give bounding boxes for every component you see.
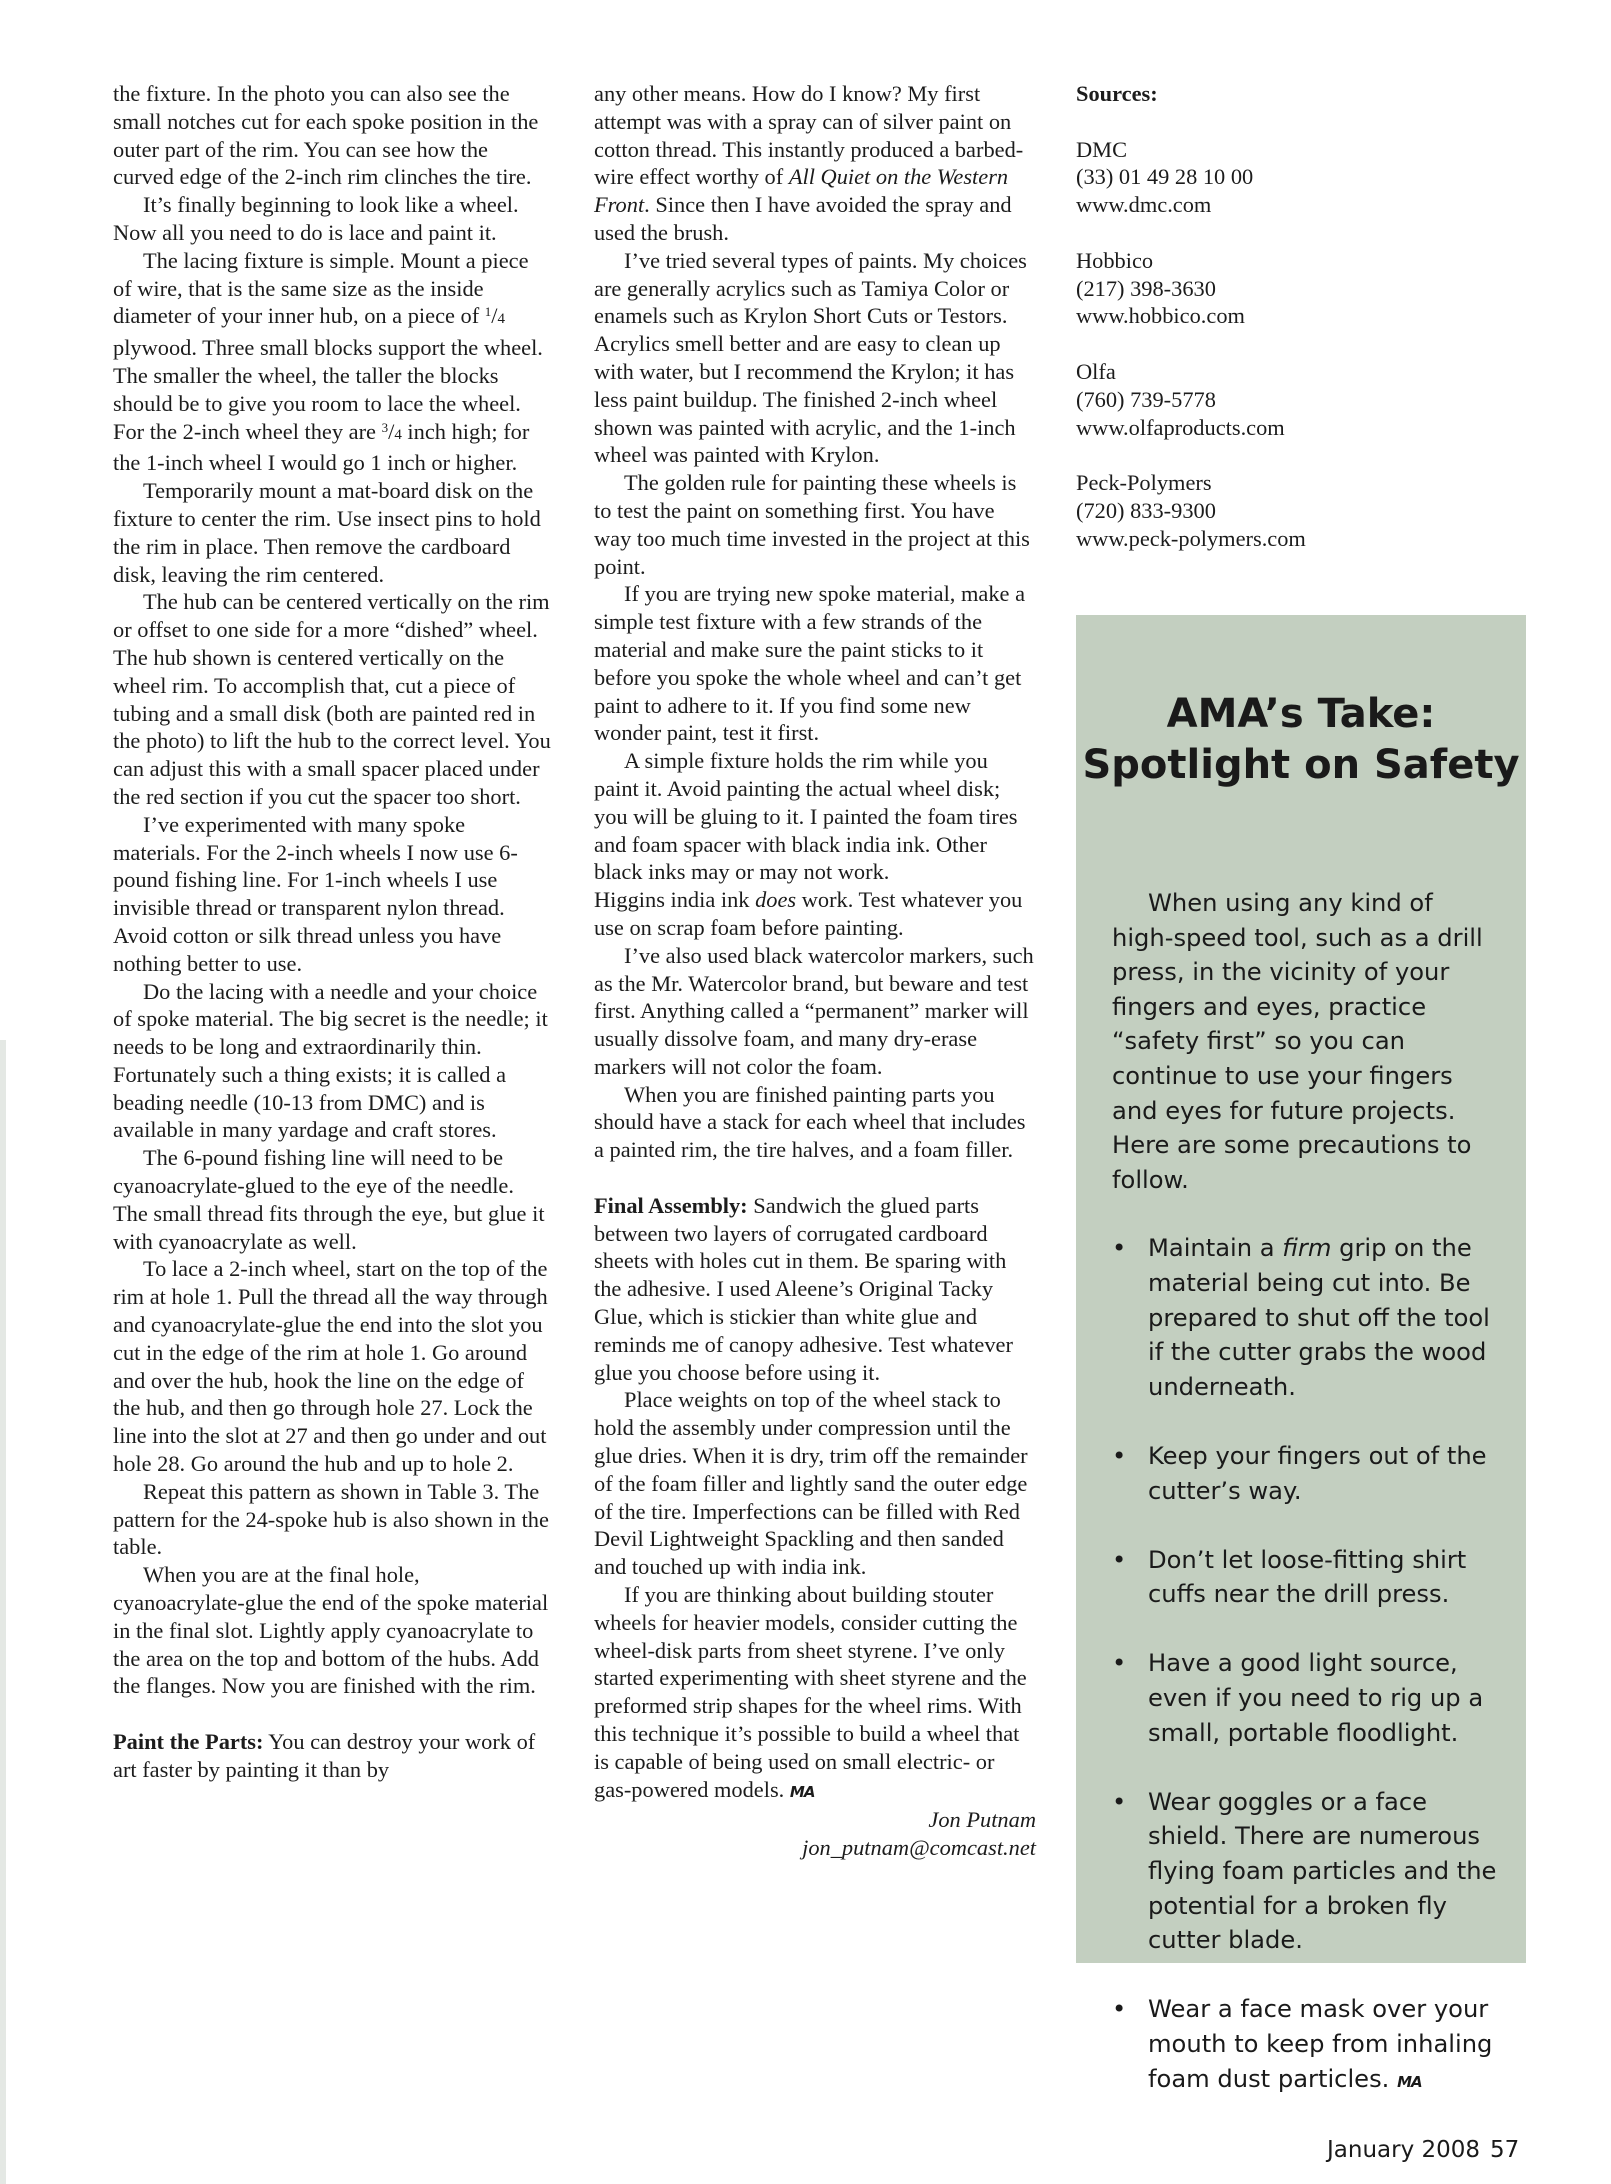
safety-bullet xyxy=(1112,1439,1500,1508)
paragraph-text: Higgins india ink xyxy=(594,887,756,913)
paragraph-text: Sandwich the glued parts between two layers of corrugated cardboard sheets with holes cut in them. Be sparing with the adhesive. I used Aleene’s Original Tacky Glue, which is stickier than white glue and reminds me of canopy adhesive. Test whatever glue you choose before using it. xyxy=(594,1192,1013,1385)
italic-text: All Quiet on the Western Front xyxy=(594,164,1009,218)
paragraph xyxy=(113,80,551,191)
sidebar-title-line-1: AMA’s Take: xyxy=(1166,691,1436,737)
source-name: Olfa xyxy=(1076,358,1116,384)
paragraph-text: When you are finished painting parts you should have a stack for each wheel that includes a painted rim, the tire halves, and a foam filler. xyxy=(594,1081,1026,1163)
bullet-text: Have a good light source, even if you need to rig up a small, portable floodlight. xyxy=(1148,1649,1484,1747)
paragraph-text: If you are trying new spoke material, make a simple test fixture with a few strands of the material and make sure the paint sticks to it before you spoke the whole wheel and can’t get paint to adhere to it. If you find some new wonder paint, test it first. xyxy=(594,581,1026,746)
paragraph-text: any other means. How do I know? My first attempt was with a spray can of silver paint on cotton thread. This instantly produced a barbed-wire effect worthy of xyxy=(594,81,1024,190)
paragraph xyxy=(113,477,551,588)
bullet-text: Wear a face mask over your mouth to keep from inhaling foam dust particles. xyxy=(1148,1995,1493,2093)
safety-bullet xyxy=(1112,1543,1500,1612)
paragraph xyxy=(594,580,1036,747)
paragraph-text: I’ve also used black watercolor markers, such as the Mr. Watercolor brand, but beware and test first. Anything called a “permanent” marker will usually dissolve foam, and many dry-erase markers will not color the foam. xyxy=(594,942,1034,1079)
italic-text: does xyxy=(755,887,797,913)
paragraph xyxy=(113,1144,551,1255)
source-phone: (760) 739-5778 xyxy=(1076,386,1216,412)
paragraph xyxy=(594,886,1036,942)
bullet-text: Keep your fingers out of the cutter’s way. xyxy=(1148,1441,1487,1505)
paragraph-text: Temporarily mount a mat-board disk on the fixture to center the rim. Use insect pins to hold the rim in place. Then remove the cardboard disk, leaving the rim centered. xyxy=(113,478,541,587)
source-name: Peck-Polymers xyxy=(1076,470,1212,496)
paragraph xyxy=(594,747,1036,886)
bullet-text: grip on the material being cut into. Be prepared to shut off the tool if the cutter grabs the wood underneath. xyxy=(1148,1234,1490,1401)
paragraph xyxy=(594,1581,1036,1806)
fraction-denominator: 4 xyxy=(394,426,402,443)
page-number: 57 xyxy=(1490,2137,1520,2163)
source-web: www.hobbico.com xyxy=(1076,303,1245,329)
source-entry xyxy=(1076,247,1416,330)
sources-title: Sources: xyxy=(1076,81,1158,106)
author-email: jon_putnam@comcast.net xyxy=(802,1835,1036,1861)
paragraph-text: plywood. Three small blocks support the wheel. The smaller the wheel, the taller the blocks should be to give you room to lace the wheel. For the 2-inch wheel they are xyxy=(113,335,543,444)
source-phone: (217) 398-3630 xyxy=(1076,275,1216,301)
paragraph-text: A simple fixture holds the rim while you paint it. Avoid painting the actual wheel disk; you will be gluing to it. I painted the foam tires and foam spacer with black india ink. Other black inks may or may not work. xyxy=(594,748,1018,885)
sidebar-intro: When using any kind of high-speed tool, such as a drill press, in the vicinity of your fingers and eyes, practice “safety first” so you can continue to use your fingers and eyes for future projects. Here are some precautions to follow. xyxy=(1112,889,1483,1194)
paragraph xyxy=(594,1081,1036,1164)
paragraph-text: If you are thinking about building stouter wheels for heavier models, consider cutting the wheel-disk parts from sheet styrene. I’ve only started experimenting with sheet styrene and the preformed strip shapes for the wheel rims. With this technique it’s possible to build a wheel that is capable of being used on small electric- or gas-powered models. xyxy=(594,1582,1027,1802)
paragraph-text: Place weights on top of the wheel stack to hold the assembly under compression until the glue dries. When it is dry, trim off the remainder of the foam filler and lightly sand the outer edge of the tire. Imperfections can be filled with Red Devil Lightweight Spackling and then sanded and touched up with india ink. xyxy=(594,1387,1028,1580)
paragraph-text: The golden rule for painting these wheels is to test the paint on something first. You have way too much time invested in the project at this point. xyxy=(594,470,1030,579)
paragraph-text: I’ve tried several types of paints. My choices are generally acrylics such as Tamiya Color or enamels such as Krylon Short Cuts or Testors. Acrylics smell better and are easy to clean up with water, but I recommend the Krylon; it has less paint buildup. The finished 2-inch wheel shown was painted with acrylic, and the 1-inch wheel was painted with Krylon. xyxy=(594,247,1027,468)
paragraph-text: When you are at the final hole, cyanoacrylate-glue the end of the spoke material in the final slot. Lightly apply cyanoacrylate to the area on the top and bottom of the hubs. Add the flanges. Now you are finished with the rim. xyxy=(113,1562,549,1699)
paragraph-text: The 6-pound fishing line will need to be cyanoacrylate-glued to the eye of the needle. The small thread fits through the eye, but glue it with cyanoacrylate as well. xyxy=(113,1145,545,1254)
paragraph xyxy=(594,942,1036,1081)
paragraph xyxy=(594,1192,1036,1387)
paragraph xyxy=(113,1478,551,1561)
bullet-text: Maintain a xyxy=(1148,1234,1283,1263)
paragraph xyxy=(113,978,551,1145)
source-entry xyxy=(1076,358,1416,441)
paragraph-text: Repeat this pattern as shown in Table 3. The pattern for the 24-spoke hub is also shown in the table. xyxy=(113,1478,549,1560)
paragraph-text: inch high; for the 1-inch wheel I would go 1 inch or higher. xyxy=(113,418,530,476)
source-phone: (33) 01 49 28 10 00 xyxy=(1076,164,1254,190)
author-name: Jon Putnam xyxy=(928,1807,1036,1833)
paragraph-text: work. Test whatever you use on scrap foam before painting. xyxy=(594,887,1023,940)
page-edge-rule xyxy=(0,1040,6,2184)
paragraph xyxy=(113,191,551,247)
issue-date: January 2008 xyxy=(1327,2137,1481,2163)
sidebar-title xyxy=(1076,689,1526,791)
safety-bullet xyxy=(1112,1646,1500,1750)
paragraph-text: You can destroy your work of art faster by painting it than by xyxy=(113,1729,536,1782)
source-entry xyxy=(1076,469,1416,552)
source-phone: (720) 833-9300 xyxy=(1076,497,1216,523)
paragraph-text: The lacing fixture is simple. Mount a piece of wire, that is the same size as the inside diameter of your inner hub, on a piece of xyxy=(113,247,529,329)
paragraph xyxy=(113,1728,551,1784)
safety-bullet xyxy=(1112,1785,1500,1958)
source-entry xyxy=(1076,136,1416,219)
section-heading: Paint the Parts: xyxy=(113,1729,264,1755)
paragraph-text: To lace a 2-inch wheel, start on the top of the rim at hole 1. Pull the thread all the way through and cyanoacrylate-glue the end into the slot you cut in the edge of the rim at hole 1. Go around and over the hub, hook the line on the edge of the hub, and then go through hole 27. Lock the line into the slot at 27 and then go under and out hole 28. Go around the hub and up to hole 2. xyxy=(113,1256,548,1477)
safety-bullet xyxy=(1112,1992,1500,2099)
paragraph-text: . Since then I have avoided the spray and used the brush. xyxy=(594,192,1012,245)
paragraph xyxy=(594,1386,1036,1581)
paragraph xyxy=(113,811,551,978)
safety-bullet xyxy=(1112,1231,1500,1404)
italic-text: firm xyxy=(1282,1234,1332,1263)
paragraph-text: the fixture. In the photo you can also see the small notches cut for each spoke position in the outer part of the rim. You can see how the curved edge of the 2-inch rim clinches the tire. xyxy=(113,81,539,190)
source-web: www.dmc.com xyxy=(1076,192,1212,218)
source-web: www.peck-polymers.com xyxy=(1076,525,1306,551)
sidebar-title-line-2: Spotlight on Safety xyxy=(1082,742,1520,788)
paragraph xyxy=(594,247,1036,469)
paragraph: The lacing fixture is simple. Mount a piece of wire, that is the same size as the inside diameter of your inner hub, on a piece of $^1$/4 plywood. Three small blocks support the wheel. The smaller the wheel, the taller the blocks should be to give you room to lace the wheel. For the 2-inch wheel they are $^3$/4 inch high; for the 1-inch wheel I would go 1 inch or higher. xyxy=(113,247,543,476)
article-column-1 xyxy=(113,80,551,1784)
bullet-text: Don’t let loose-fitting shirt cuffs near the drill press. xyxy=(1148,1545,1467,1609)
paragraph-text: It’s finally beginning to look like a wheel. Now all you need to do is lace and paint it. xyxy=(113,192,519,245)
bullet-text: Wear goggles or a face shield. There are numerous flying foam particles and the potential for a broken fly cutter blade. xyxy=(1148,1787,1497,1955)
paragraph-text: The hub can be centered vertically on the rim or offset to one side for a more “dished” wheel. The hub shown is centered vertically on the wheel rim. To accomplish that, cut a piece of tubing and a small disk (both are painted red in the photo) to lift the hub to the correct level. You can adjust this with a small spacer placed under the red section if you cut the spacer too short. xyxy=(113,589,551,809)
page-footer xyxy=(1327,2137,1519,2163)
safety-sidebar xyxy=(1076,615,1526,2093)
section-heading: Final Assembly: xyxy=(594,1192,748,1218)
source-web: www.olfaproducts.com xyxy=(1076,414,1285,440)
paragraph-text: I’ve experimented with many spoke materials. For the 2-inch wheels I now use 6-pound fishing line. For 1-inch wheels I use invisible thread or transparent nylon thread. Avoid cotton or silk thread unless you have nothing better to use. xyxy=(113,811,518,976)
sources-list xyxy=(1076,80,1416,553)
safety-bullet-list xyxy=(1076,1231,1526,2099)
paragraph xyxy=(594,469,1036,580)
paragraph xyxy=(113,1255,551,1477)
paragraph xyxy=(113,588,551,810)
fraction-numerator: 3 xyxy=(381,419,389,435)
fraction-denominator: 4 xyxy=(497,311,506,328)
article-column-2 xyxy=(594,80,1036,1862)
source-name: DMC xyxy=(1076,136,1128,162)
paragraph xyxy=(594,80,1036,247)
end-mark-logo: MA xyxy=(789,1782,815,1801)
paragraph-text: Do the lacing with a needle and your choice of spoke material. The big secret is the needle; it needs to be long and extraordinarily thin. Fortunately such a thing exists; it is called a beading needle (10-13 from DMC) and is available in many yardage and craft stores. xyxy=(113,978,548,1143)
source-name: Hobbico xyxy=(1076,247,1154,273)
end-mark-logo: MA xyxy=(1397,2072,1422,2091)
paragraph xyxy=(113,1561,551,1700)
fraction-numerator: 1 xyxy=(484,304,492,320)
